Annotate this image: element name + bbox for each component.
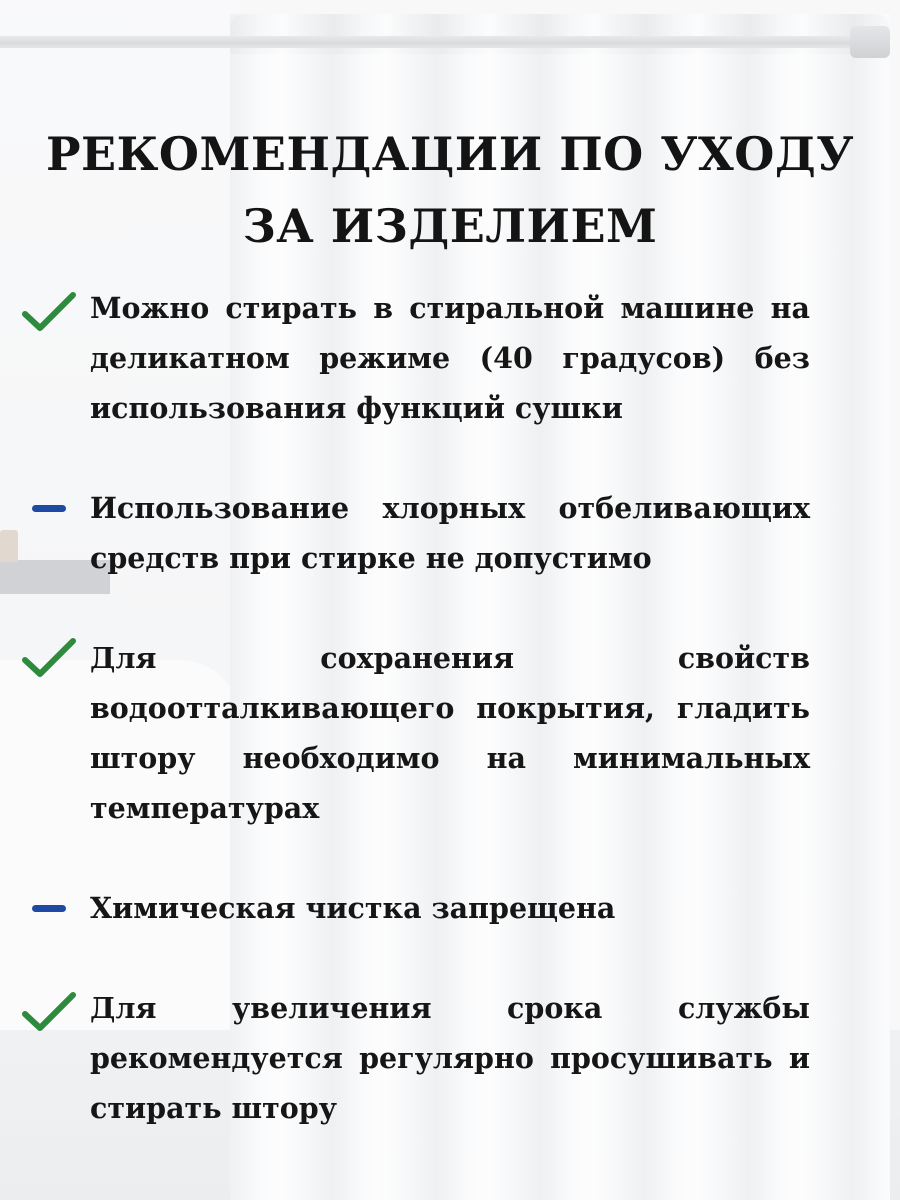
care-item-3 [90, 633, 810, 833]
title-line-1: РЕКОМЕНДАЦИИ ПО УХОДУ [45, 127, 855, 181]
title-line-2: ЗА ИЗДЕЛИЕМ [242, 199, 658, 253]
care-item-text: Можно стирать в стиральной машине на деликатном режиме (40 градусов) без использования функций сушки [90, 291, 810, 425]
check-icon [22, 636, 76, 682]
care-item-text: Для сохранения свойств водоотталкивающего покрытия, гладить штору необходимо на минимальных температурах [90, 641, 810, 825]
care-item-2 [90, 483, 810, 583]
care-item-1 [90, 283, 810, 433]
care-item-4 [90, 883, 810, 933]
dash-icon [32, 905, 66, 912]
check-icon [22, 990, 76, 1036]
page-title [0, 118, 900, 262]
check-icon [22, 290, 76, 336]
care-item-5 [90, 983, 810, 1133]
dash-icon [32, 505, 66, 512]
care-item-text: Для увеличения срока службы рекомендуется регулярно просушивать и стирать штору [90, 991, 810, 1125]
care-item-text: Химическая чистка запрещена [90, 891, 616, 925]
care-item-text: Использование хлорных отбеливающих средств при стирке не допустимо [90, 491, 810, 575]
